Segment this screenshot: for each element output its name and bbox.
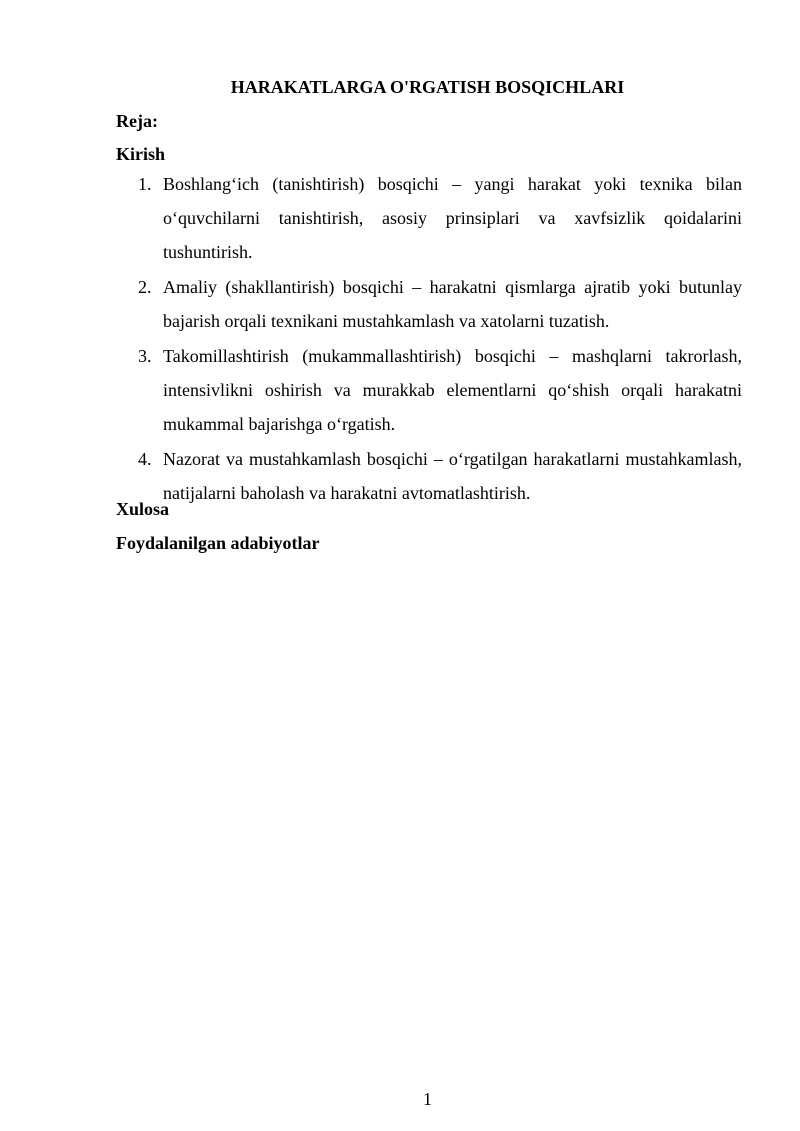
item-text: Nazorat va mustahkamlash bosqichi – o‘rgatilgan harakatlarni mustahkamlash, natijalarni baholash va harakatni avtomatlashtirish. (163, 449, 742, 503)
document-title: HARAKATLARGA O'RGATISH BOSQICHLARI (230, 77, 625, 97)
conclusion-heading: Xulosa (116, 499, 170, 519)
item-text: Takomillashtirish (mukammallashtirish) bosqichi – mashqlarni takrorlash, intensivlikni oshirish va murakkab elementlarni qo‘shish orqali harakatni mukammal bajarishga o‘rgatish. (163, 346, 742, 434)
references-heading: Foydalanilgan adabiyotlar (116, 533, 320, 553)
item-number: 2. (138, 277, 152, 297)
list-item (116, 167, 742, 269)
list-item (116, 442, 742, 510)
plan-heading: Reja: (116, 111, 158, 131)
list-item (116, 270, 742, 338)
item-number: 1. (138, 174, 152, 194)
list-item (116, 339, 742, 441)
page-number: 1 (423, 1089, 432, 1109)
stages-list (116, 167, 742, 510)
item-text: Amaliy (shakllantirish) bosqichi – harakatni qismlarga ajratib yoki butunlay bajarish orqali texnikani mustahkamlash va xatolarni tuzatish. (163, 277, 742, 331)
item-number: 4. (138, 449, 152, 469)
intro-heading: Kirish (116, 144, 166, 164)
item-text: Boshlang‘ich (tanishtirish) bosqichi – yangi harakat yoki texnika bilan o‘quvchilarni tanishtirish, asosiy prinsiplari va xavfsizlik qoidalarini tushuntirish. (163, 174, 742, 262)
item-number: 3. (138, 346, 152, 366)
